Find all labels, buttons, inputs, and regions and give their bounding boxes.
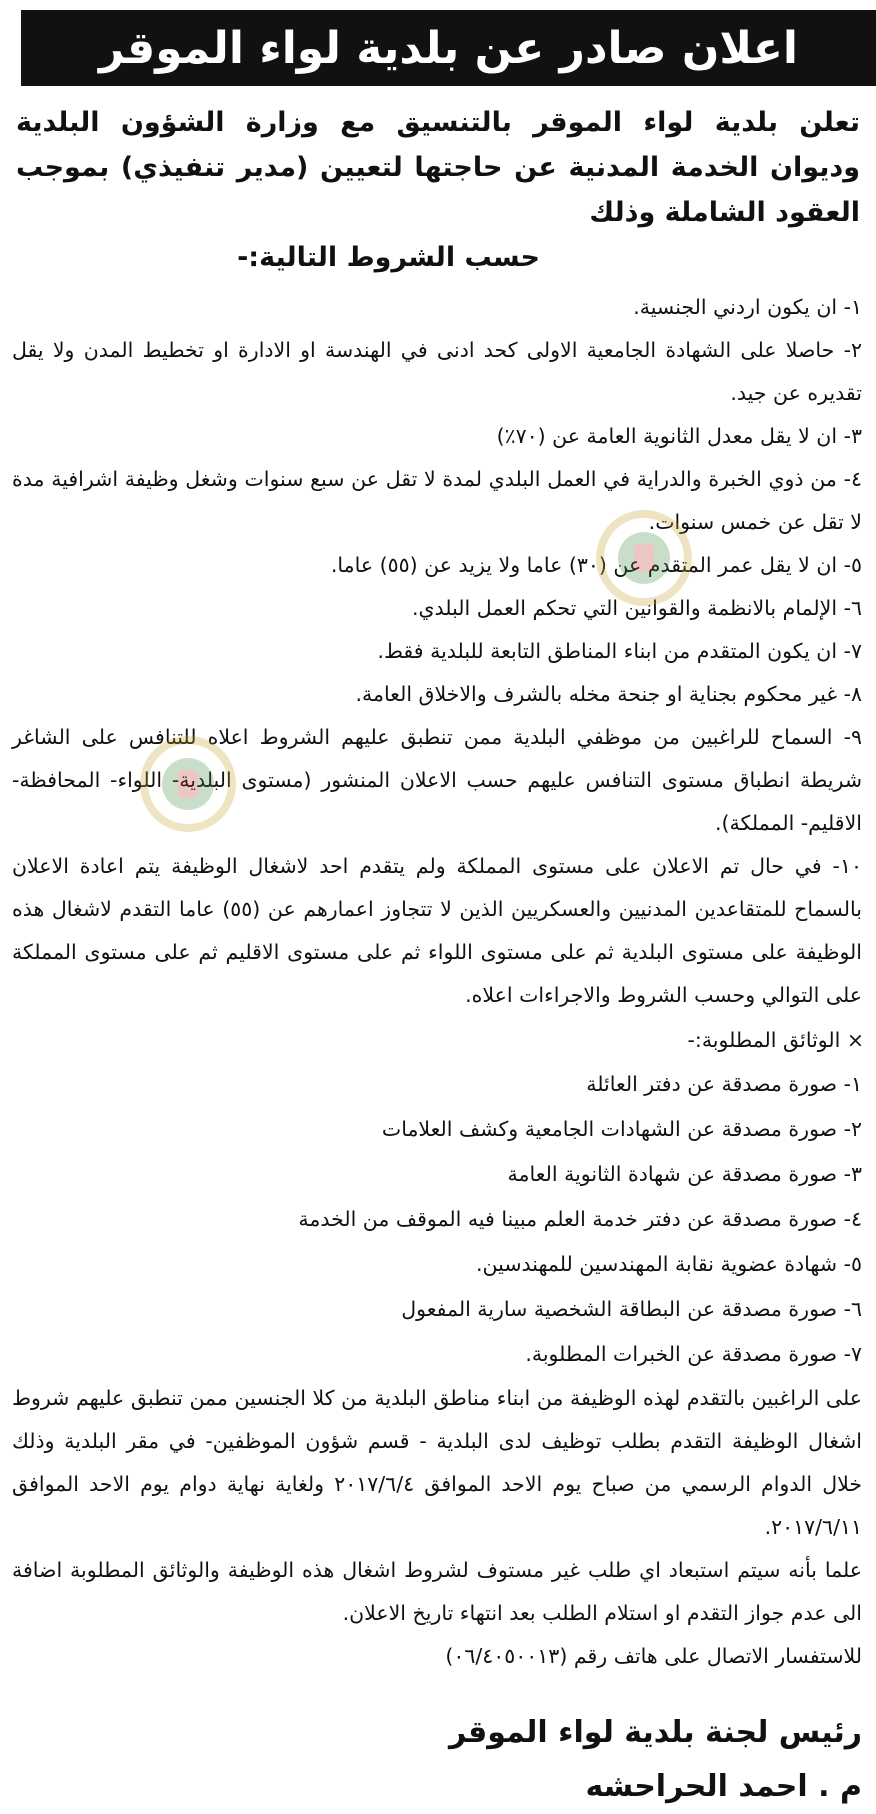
signature-title: رئيس لجنة بلدية لواء الموقر [448, 1715, 862, 1750]
condition-item: ٧- ان يكون المتقدم من ابناء المناطق التابعة للبلدية فقط. [377, 639, 862, 663]
document-item: ٦- صورة مصدقة عن البطاقة الشخصية سارية المفعول [401, 1297, 862, 1321]
documents-heading: × الوثائق المطلوبة:- [687, 1028, 864, 1052]
condition-item: ٤- من ذوي الخبرة والدراية في العمل البلدي لمدة لا تقل عن سبع سنوات وشغل وظيفة اشرافية مدة لا تقل عن خمس سنوات. [12, 467, 862, 534]
notice-paragraph: علما بأنه سيتم استبعاد اي طلب غير مستوف لشروط اشغال هذه الوظيفة والوثائق المطلوبة اضافة الى عدم جواز التقدم او استلام الطلب بعد انتهاء تاريخ الاعلان. [12, 1558, 862, 1625]
condition-item: ٦- الإلمام بالانظمة والقوانين التي تحكم العمل البلدي. [411, 596, 862, 620]
watermark-seal-icon [596, 510, 692, 606]
intro-line-1: تعلن بلدية لواء الموقر بالتنسيق مع وزارة الشؤون البلدية وديوان الخدمة [16, 107, 860, 183]
document-item: ١- صورة مصدقة عن دفتر العائلة [586, 1072, 862, 1096]
document-item: ٣- صورة مصدقة عن شهادة الثانوية العامة [507, 1162, 862, 1186]
document-item: ٤- صورة مصدقة عن دفتر خدمة العلم مبينا فيه الموقف من الخدمة [298, 1207, 862, 1231]
document-item: ٥- شهادة عضوية نقابة المهندسين للمهندسين. [476, 1252, 862, 1276]
signature-name: م . احمد الحراحشه [585, 1769, 862, 1804]
condition-item: ٨- غير محكوم بجناية او جنحة مخله بالشرف والاخلاق العامة. [355, 682, 862, 706]
condition-item: ٢- حاصلا على الشهادة الجامعية الاولى كحد ادنى في الهندسة او الادارة او تخطيط المدن ولا يقل تقديره عن جيد. [12, 338, 862, 405]
condition-item: ١٠- في حال تم الاعلان على مستوى المملكة ولم يتقدم احد لاشغال الوظيفة يتم اعادة الاعلان بالسماح للمتقاعدين المدنيين والعسكريين الذين لا تتجاوز اعمارهم عن (٥٥) عاما التقدم لاشغال هذه الوظيفة على مستوى البلدية ثم على مستوى اللواء ثم على مستوى الاقليم ثم على مستوى المملكة على التوالي وحسب الشروط والاجراءات اعلاه. [12, 854, 862, 1007]
condition-item: ١- ان يكون اردني الجنسية. [633, 295, 862, 319]
documents-list [12, 1062, 864, 1377]
watermark-seal-icon [140, 736, 236, 832]
document-item: ٢- صورة مصدقة عن الشهادات الجامعية وكشف العلامات [381, 1117, 862, 1141]
signature-block [12, 1706, 864, 1814]
conditions-list [12, 286, 864, 1017]
condition-item: ٩- السماح للراغبين من موظفي البلدية ممن تنطبق عليهم الشروط اعلاه للتنافس على الشاغر شريطة انطباق مستوى التنافس عليهم حسب الاعلان المنشور (مستوى البلدية- اللواء- المحافظة- الاقليم- المملكة). [12, 725, 862, 835]
application-paragraph: على الراغبين بالتقدم لهذه الوظيفة من ابناء مناطق البلدية من كلا الجنسين ممن تنطبق عليهم شروط اشغال الوظيفة التقدم بطلب توظيف لدى البلدية - قسم شؤون الموظفين- في مقر البلدية وذلك خلال الدوام الرسمي من صباح يوم الاحد الموافق ٢٠١٧/٦/٤ ولغاية نهاية دوام يوم الاحد الموافق ٢٠١٧/٦/١١. [12, 1386, 862, 1539]
intro-paragraph [12, 100, 864, 280]
document-item: ٧- صورة مصدقة عن الخبرات المطلوبة. [525, 1342, 862, 1366]
condition-item: ٣- ان لا يقل معدل الثانوية العامة عن (٧٠٪) [496, 424, 862, 448]
contact-line: للاستفسار الاتصال على هاتف رقم (٠٦/٤٠٥٠٠١٣) [445, 1644, 862, 1668]
announcement-title: اعلان صادر عن بلدية لواء الموقر [21, 10, 876, 86]
condition-item: ٥- ان لا يقل عمر المتقدم عن (٣٠) عاما ولا يزيد عن (٥٥) عاما. [330, 553, 862, 577]
intro-line-3: حسب الشروط التالية:- [237, 242, 540, 273]
intro-line-2: المدنية عن حاجتها لتعيين (مدير تنفيذي) بموجب العقود الشاملة وذلك [16, 152, 860, 228]
